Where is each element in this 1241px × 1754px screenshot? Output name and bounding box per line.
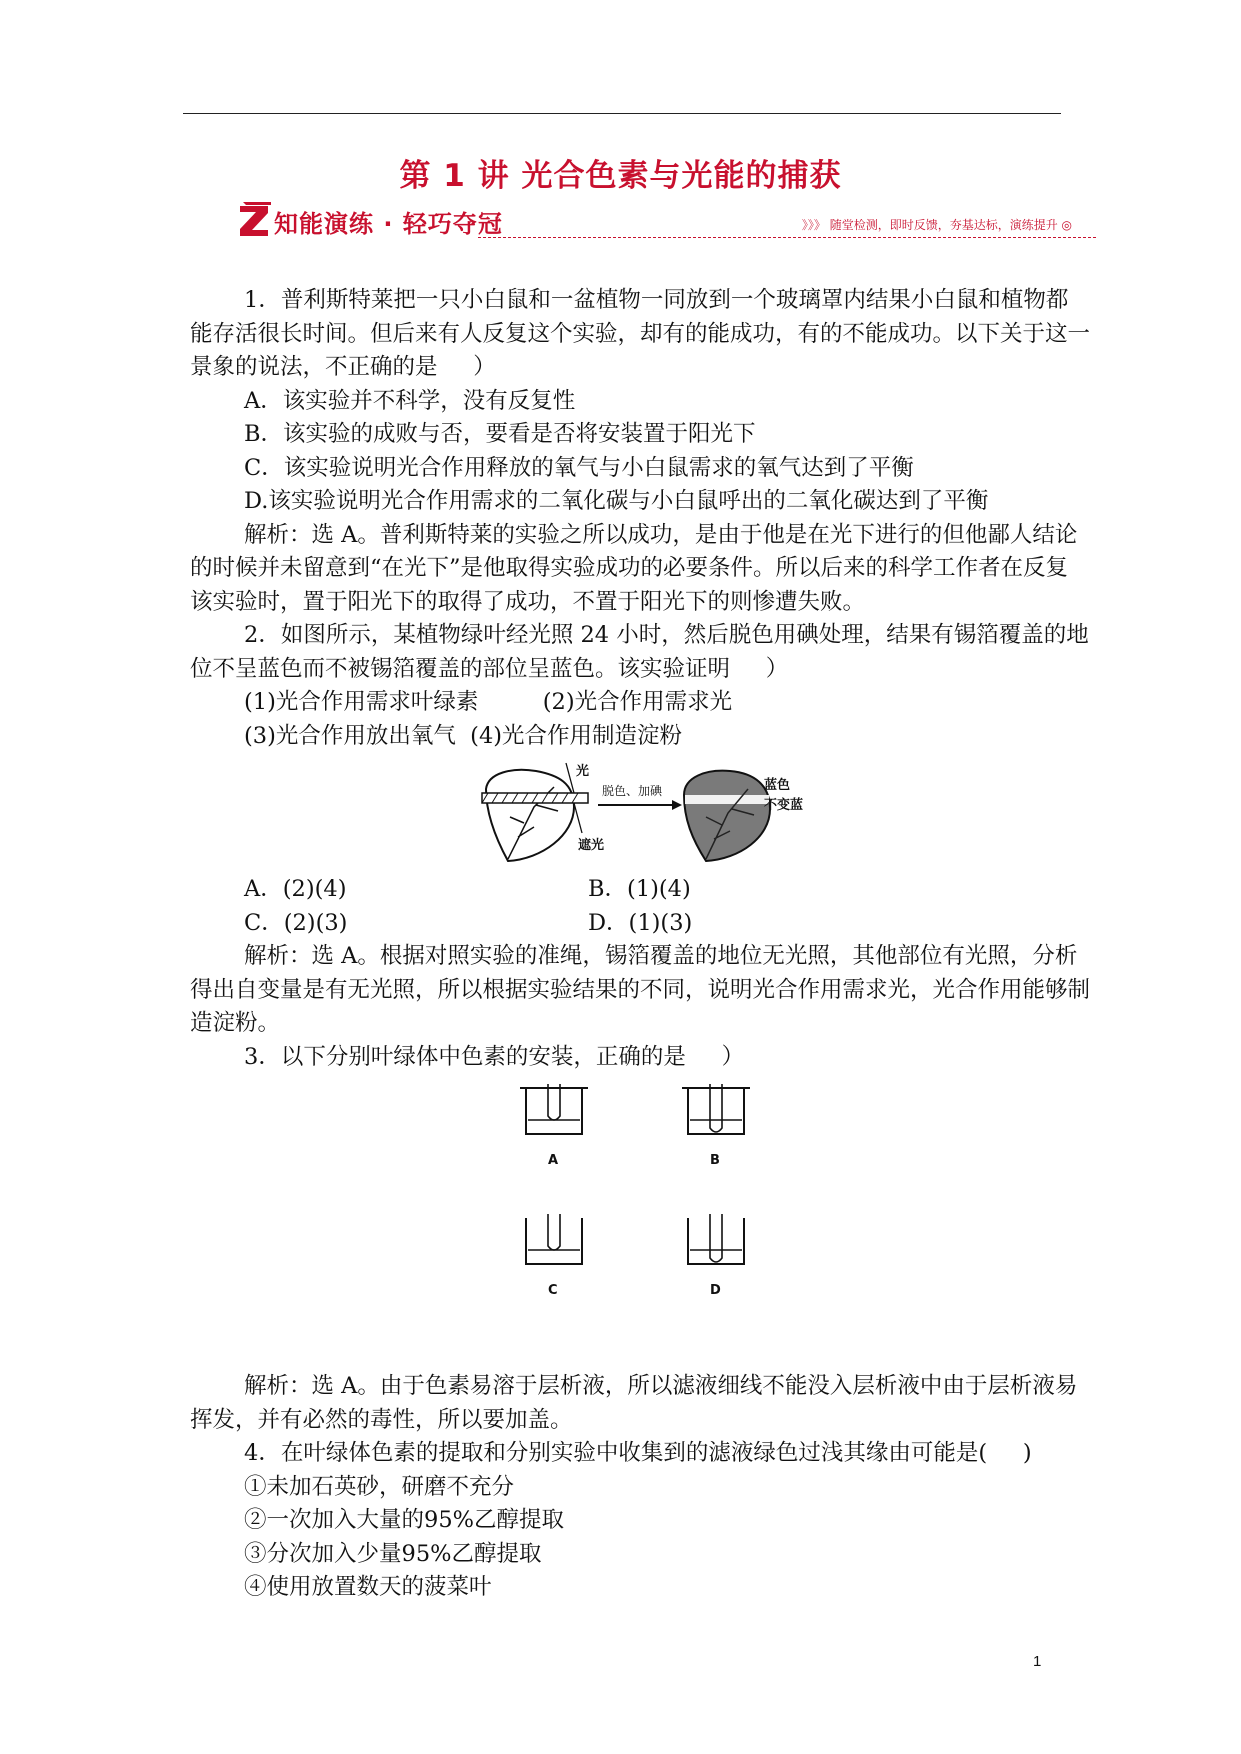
- beaker-d: [688, 1214, 744, 1298]
- q1-option-b: B．该实验的成败与否，要看是否将安装置于阳光下: [244, 421, 756, 447]
- label-b: B: [710, 1153, 720, 1168]
- q1-analysis: 解析：选 A。普利斯特莱的实验之所以成功，是由于他是在光下进行的但他鄙人结论的时候并未留意到“在光下”是他取得实验成功的必要条件。所以后来的科学工作者在反复该实验时，置于阳光下的取得了成功，不置于阳光下的则惨遭失败。: [190, 521, 1078, 615]
- q2-statements-2: (3)光合作用放出氧气 (4)光合作用制造淀粉: [244, 722, 683, 749]
- label-process: 脱色、加碘: [602, 784, 663, 798]
- q2-option-b: B．(1)(4): [588, 876, 691, 902]
- header-rule: [183, 113, 1061, 114]
- q4-stem: 4．在叶绿体色素的提取和分别实验中收集到的滤液绿色过浅其缘由可能是( ): [244, 1440, 1032, 1466]
- beaker-c: [526, 1214, 582, 1298]
- q2-stem: 2．如图所示，某植物绿叶经光照 24 小时，然后脱色用碘处理，结果有锡箔覆盖的地位不呈蓝色而不被锡箔覆盖的部位呈蓝色。该实验证明 ）: [190, 622, 1089, 682]
- q1-option-c: C．该实验说明光合作用释放的氧气与小白鼠需求的氧气达到了平衡: [244, 454, 914, 481]
- q2-options-row-1: [190, 873, 1090, 907]
- banner-heading: 知能演练 · 轻巧夺冠: [274, 210, 503, 238]
- q3-stem: 3．以下分别叶绿体中色素的安装，正确的是 ）: [244, 1043, 745, 1070]
- q4-item-3: ③分次加入少量95%乙醇提取: [244, 1540, 542, 1567]
- q1-stem: 1．普利斯特莱把一只小白鼠和一盆植物一同放到一个玻璃罩内结果小白鼠和植物都能存活很长时间。但后来有人反复这个实验，却有的能成功，有的不能成功。以下关于这一景象的说法，不正确的是 ）: [190, 287, 1091, 380]
- q3-analysis: 解析：选 A。由于色素易溶于层析液，所以滤液细线不能没入层析液中由于层析液易挥发，并有必然的毒性，所以要加盖。: [190, 1373, 1078, 1433]
- label-c: C: [548, 1283, 558, 1298]
- q2-analysis: 解析：选 A。根据对照实验的准绳，锡箔覆盖的地位无光照，其他部位有光照，分析得出自变量是有无光照，所以根据实验结果的不同，说明光合作用需求光，光合作用能够制造淀粉。: [190, 943, 1091, 1036]
- label-shade: 遮光: [578, 838, 605, 853]
- q4-item-1: ①未加石英砂，研磨不充分: [244, 1473, 515, 1500]
- banner-dashed-line: [478, 237, 1096, 238]
- section-banner: [238, 200, 1096, 244]
- banner-tagline: 》》》 随堂检测，即时反馈，夯基达标，演练提升 ◎: [801, 218, 1072, 232]
- q4-item-4: ④使用放置数天的菠菜叶: [244, 1574, 492, 1600]
- label-not-blue: 不变蓝: [764, 798, 804, 813]
- document-body: [190, 284, 1090, 1605]
- banner-logo-icon: [238, 202, 272, 238]
- label-a: A: [548, 1153, 559, 1168]
- page-title: 第 1 讲 光合色素与光能的捕获: [399, 158, 842, 194]
- page-number: 1: [1033, 1653, 1042, 1670]
- label-light: 光: [576, 764, 590, 779]
- leaf-experiment-figure: [190, 759, 1090, 869]
- q2-options-row-2: [190, 907, 1090, 941]
- beaker-a: [520, 1084, 588, 1168]
- q4-item-2: ②一次加入大量的95%乙醇提取: [244, 1507, 565, 1533]
- q1-option-a: A．该实验并不科学，没有反复性: [244, 387, 576, 414]
- q2-option-a: A．(2)(4): [244, 876, 347, 902]
- leaf-experiment-diagram: [478, 759, 804, 869]
- q2-option-d: D．(1)(3): [588, 909, 693, 936]
- beaker-setups-figure: [190, 1074, 1090, 1370]
- q1-option-d: D.该实验说明光合作用需求的二氧化碳与小白鼠呼出的二氧化碳达到了平衡: [244, 488, 989, 514]
- label-blue: 蓝色: [764, 778, 791, 793]
- beaker-setups-diagram: [520, 1074, 780, 1370]
- beaker-b: [682, 1084, 750, 1168]
- q2-option-c: C．(2)(3): [244, 909, 348, 936]
- q2-statements-1: (1)光合作用需求叶绿素 (2)光合作用需求光: [244, 689, 733, 715]
- label-d: D: [710, 1283, 721, 1298]
